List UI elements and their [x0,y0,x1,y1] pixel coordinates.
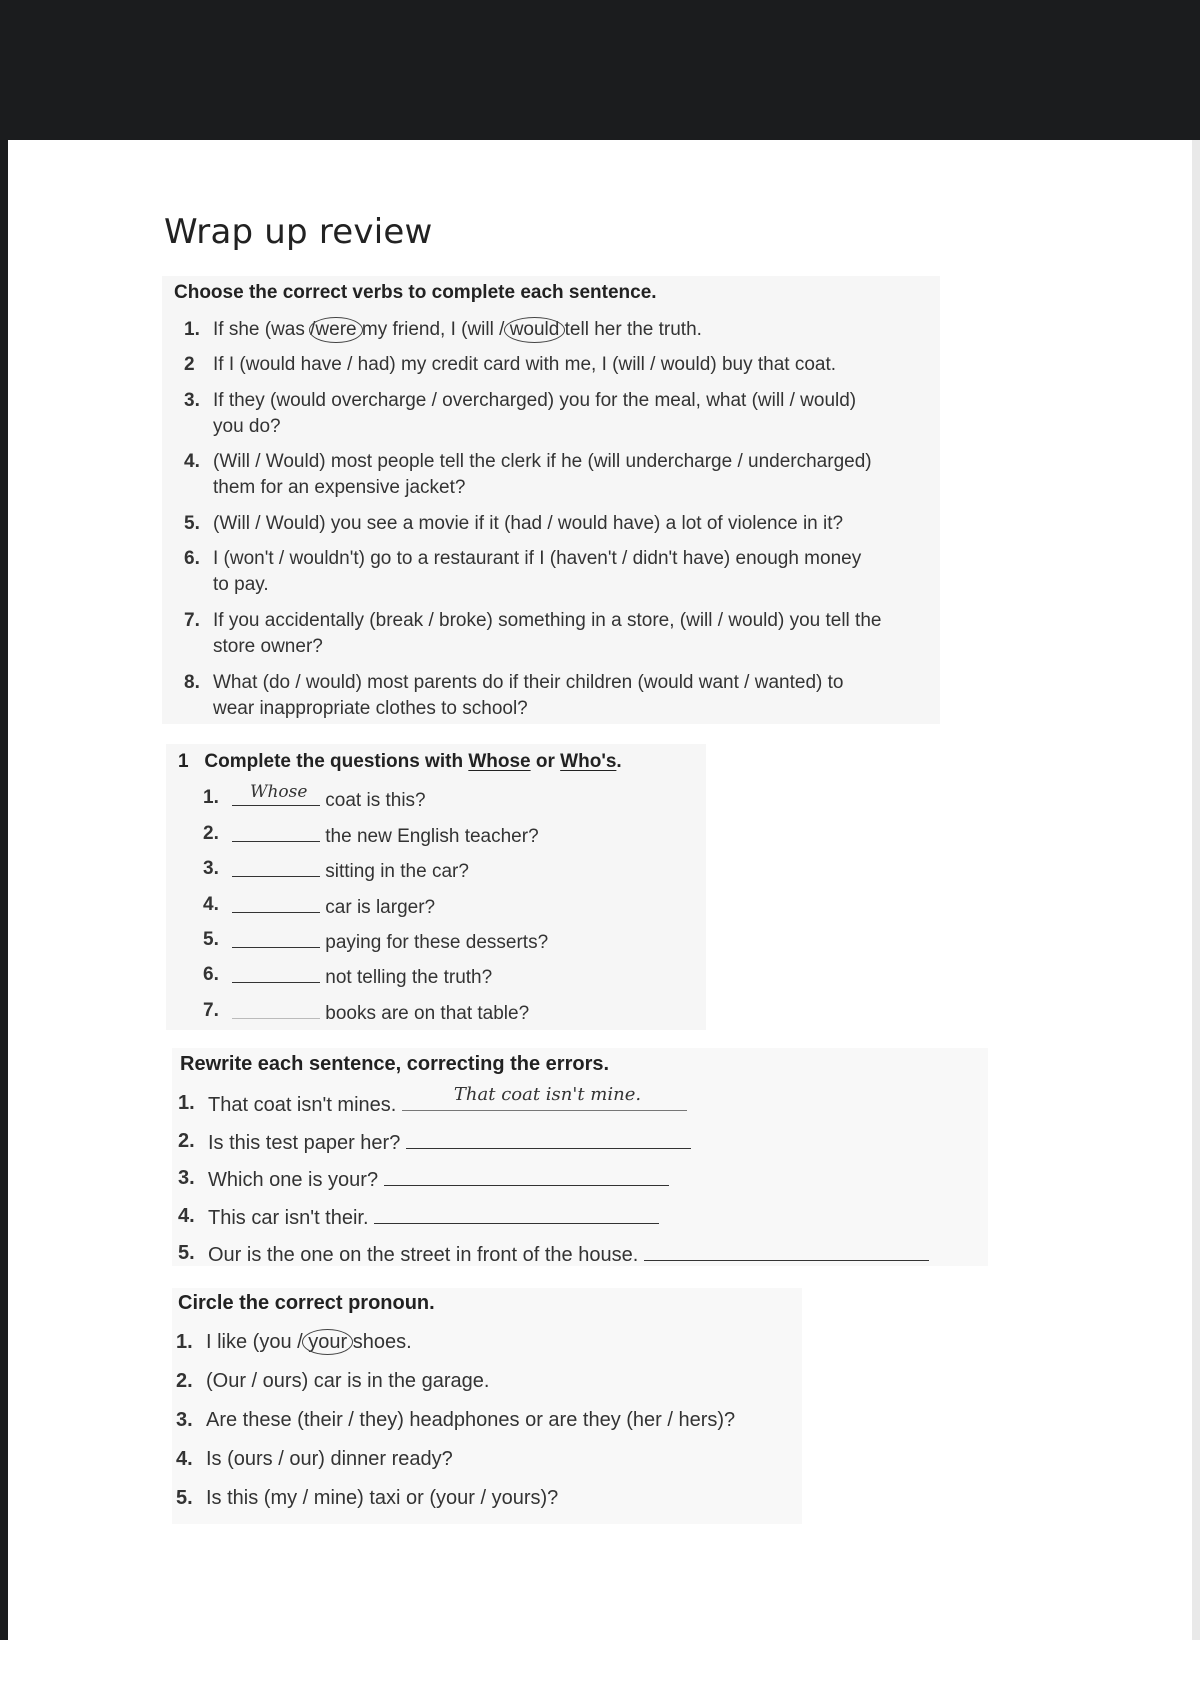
verb-item-2: If I (would have / had) my credit card with me, I (will / would) buy that coat. [213,354,837,375]
item-text: not telling the truth? [325,967,493,988]
rewrite-item-1 [208,1084,687,1118]
verb-item-5: (Will / Would) you see a movie if it (had / would have) a lot of violence in it? [213,513,844,534]
item-text: sitting in the car? [325,861,469,882]
item-number: 3. [203,858,219,879]
rewrite-item-5 [208,1240,929,1268]
item-number: 7. [184,610,200,631]
answer-blank[interactable] [406,1128,691,1149]
whose-item-4 [232,892,435,921]
rewrite-item-3 [208,1165,669,1193]
item-number: 2. [176,1370,193,1392]
verb-item-6-cont: to pay. [213,574,269,595]
item-text: coat is this? [325,790,426,811]
circled-answer: were [315,317,356,343]
item-number: 1. [184,319,200,340]
item-number: 6. [203,964,219,985]
item-text: I like (you / [206,1331,303,1353]
item-text: If she (was / [213,319,316,340]
whose-item-2 [232,821,539,850]
verb-item-4: (Will / Would) most people tell the clerk if he (will undercharge / undercharged) [213,451,872,472]
item-number: 4. [184,451,200,472]
item-number: 3. [176,1409,193,1431]
whose-item-7 [232,998,529,1027]
pronoun-item-3: Are these (their / they) headphones or are they (her / hers)? [206,1409,736,1431]
answer-blank[interactable] [232,998,320,1019]
whose-heading [178,751,622,773]
item-number: 5. [184,513,200,534]
verb-item-7-cont: store owner? [213,636,323,657]
item-number: 4. [178,1205,195,1227]
handwritten-answer: That coat isn't mine. [453,1084,642,1105]
heading-text: Complete the questions with [204,751,464,772]
circled-answer: your [308,1331,348,1353]
verb-item-6: I (won't / wouldn't) go to a restaurant if I (haven't / didn't have) enough money [213,548,862,569]
item-number: 8. [184,672,200,693]
item-text: Is this test paper her? [208,1132,401,1154]
item-text: car is larger? [325,897,436,918]
answer-blank[interactable] [232,821,320,842]
verb-item-1 [213,317,702,343]
rewrite-section [172,1048,988,1266]
item-number: 3. [184,390,200,411]
item-number: 1. [178,1092,195,1114]
item-text: This car isn't their. [208,1207,369,1229]
answer-blank[interactable] [232,856,320,877]
answer-blank[interactable] [374,1203,659,1224]
whose-item-5 [232,927,548,956]
handwritten-answer: Whose [250,782,308,802]
item-number: 3. [178,1167,195,1189]
item-number: 5. [203,929,219,950]
verb-item-8: What (do / would) most parents do if their children (would want / wanted) to [213,672,844,693]
item-text: Our is the one on the street in front of the house. [208,1244,639,1266]
heading-word-whose: Whose [468,751,531,772]
pronoun-item-4: Is (ours / our) dinner ready? [206,1448,453,1470]
pronoun-item-1 [206,1329,412,1355]
whose-item-6 [232,962,492,991]
rewrite-heading: Rewrite each sentence, correcting the errors. [180,1053,610,1075]
item-text: tell her the truth. [559,319,702,340]
rewrite-item-4 [208,1203,659,1231]
verb-item-7: If you accidentally (break / broke) something in a store, (will / would) you tell the [213,610,882,631]
heading-text: . [616,751,622,772]
item-text: books are on that table? [325,1003,530,1024]
verb-item-3-cont: you do? [213,416,281,437]
item-number: 1. [176,1331,193,1353]
item-number: 1. [203,787,219,808]
item-number: 4. [203,894,219,915]
heading-number: 1 [178,751,189,772]
rewrite-item-2 [208,1128,691,1156]
item-text: shoes. [347,1331,412,1353]
item-number: 2. [203,823,219,844]
whose-item-3 [232,856,469,885]
heading-word-whos: Who's [560,751,617,772]
circled-answer: would [510,317,560,343]
answer-blank[interactable] [384,1165,669,1186]
item-number: 7. [203,1000,219,1021]
answer-blank[interactable] [232,962,320,983]
pronoun-item-5: Is this (my / mine) taxi or (your / yours)? [206,1487,559,1509]
answer-blank[interactable] [232,927,320,948]
item-number: 2. [178,1130,195,1152]
page-title: Wrap up review [164,212,433,252]
item-text: Which one is your? [208,1169,379,1191]
answer-blank[interactable] [232,892,320,913]
item-text: paying for these desserts? [325,932,549,953]
item-number: 6. [184,548,200,569]
answer-blank[interactable] [644,1240,929,1261]
item-text: my friend, I (will / [356,319,505,340]
whose-item-1 [232,782,426,814]
page-edge [1192,140,1200,1640]
pronoun-heading: Circle the correct pronoun. [178,1292,435,1314]
bottom-strip [0,1640,1200,1696]
item-text: That coat isn't mines. [208,1094,397,1116]
item-number: 2 [184,354,195,375]
answer-blank[interactable] [402,1084,687,1111]
item-number: 4. [176,1448,193,1470]
verbs-heading: Choose the correct verbs to complete each sentence. [174,282,657,303]
item-number: 5. [176,1487,193,1509]
verb-item-4-cont: them for an expensive jacket? [213,477,466,498]
item-text: the new English teacher? [325,826,539,847]
item-number: 5. [178,1242,195,1264]
pronoun-item-2: (Our / ours) car is in the garage. [206,1370,490,1392]
top-dark-bar [0,0,1200,140]
answer-blank[interactable] [232,782,320,806]
verb-item-8-cont: wear inappropriate clothes to school? [213,698,528,719]
heading-text: or [535,751,555,772]
verb-item-3: If they (would overcharge / overcharged) you for the meal, what (will / would) [213,390,857,411]
